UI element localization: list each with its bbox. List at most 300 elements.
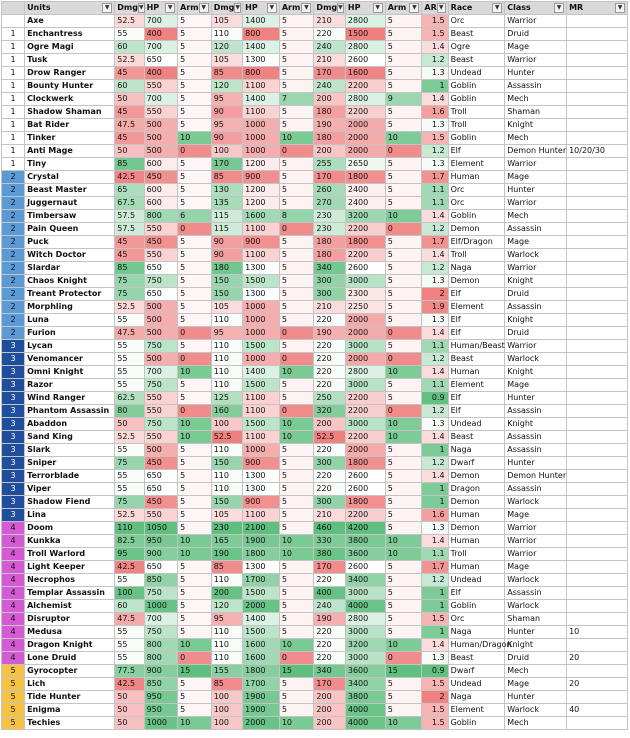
hp-3-cell[interactable]: 1800 (345, 171, 385, 184)
mr-cell[interactable] (567, 366, 628, 379)
arm-3-cell[interactable]: 10 (385, 717, 422, 730)
hp-1-cell[interactable]: 700 (144, 93, 178, 106)
tier-cell[interactable]: 2 (2, 262, 25, 275)
hp-1-cell[interactable]: 750 (144, 379, 178, 392)
hp-3-cell[interactable]: 1800 (345, 496, 385, 509)
hp-3-cell[interactable]: 2000 (345, 119, 385, 132)
dmg-2-cell[interactable]: 90 (211, 236, 242, 249)
arm-2-cell[interactable]: 5 (279, 379, 314, 392)
arm-1-cell[interactable]: 5 (178, 522, 212, 535)
arm-2-cell[interactable]: 10 (279, 548, 314, 561)
arm-2-cell[interactable]: 5 (279, 67, 314, 80)
class-cell[interactable]: Assassin (505, 405, 567, 418)
dmg-1-cell[interactable]: 52.5 (115, 301, 144, 314)
dmg-1-cell[interactable]: 82.5 (115, 535, 144, 548)
arm-1-cell[interactable]: 5 (178, 678, 212, 691)
arm-2-cell[interactable]: 5 (279, 509, 314, 522)
race-cell[interactable]: Troll (448, 119, 505, 132)
dmg-2-cell[interactable]: 115 (211, 223, 242, 236)
tier-cell[interactable]: 1 (2, 158, 25, 171)
hp-3-cell[interactable]: 2600 (345, 483, 385, 496)
arm-1-cell[interactable]: 5 (178, 15, 212, 28)
mr-cell[interactable] (567, 54, 628, 67)
dmg-3-cell[interactable]: 270 (314, 197, 345, 210)
tier-cell[interactable]: 1 (2, 54, 25, 67)
arm-3-cell[interactable]: 10 (385, 366, 422, 379)
class-cell[interactable]: Mage (505, 509, 567, 522)
dmg-3-cell[interactable]: 200 (314, 704, 345, 717)
hp-2-cell[interactable]: 1600 (243, 652, 280, 665)
unit-name-cell[interactable]: Doom (25, 522, 115, 535)
hp-1-cell[interactable]: 750 (144, 418, 178, 431)
dmg-2-cell[interactable]: 100 (211, 691, 242, 704)
header-dmg-1[interactable] (115, 2, 144, 15)
attack-rate-cell[interactable]: 1.2 (422, 457, 448, 470)
unit-name-cell[interactable]: Terrorblade (25, 470, 115, 483)
filter-dropdown-icon[interactable]: ▼ (615, 3, 625, 13)
dmg-1-cell[interactable]: 55 (115, 639, 144, 652)
dmg-2-cell[interactable]: 110 (211, 626, 242, 639)
hp-1-cell[interactable]: 550 (144, 392, 178, 405)
hp-3-cell[interactable]: 2600 (345, 561, 385, 574)
class-cell[interactable]: Assassin (505, 431, 567, 444)
dmg-1-cell[interactable]: 80 (115, 405, 144, 418)
unit-name-cell[interactable]: Treant Protector (25, 288, 115, 301)
header-arm-3[interactable] (385, 2, 422, 15)
dmg-2-cell[interactable]: 190 (211, 548, 242, 561)
tier-cell[interactable]: 1 (2, 132, 25, 145)
unit-name-cell[interactable]: Shadow Fiend (25, 496, 115, 509)
class-cell[interactable]: Warrior (505, 197, 567, 210)
class-cell[interactable]: Warrior (505, 158, 567, 171)
arm-3-cell[interactable]: 5 (385, 587, 422, 600)
hp-2-cell[interactable]: 1200 (243, 158, 280, 171)
race-cell[interactable]: Demon (448, 275, 505, 288)
dmg-3-cell[interactable]: 180 (314, 132, 345, 145)
hp-2-cell[interactable]: 1000 (243, 444, 280, 457)
unit-name-cell[interactable]: Tinker (25, 132, 115, 145)
race-cell[interactable]: Elf (448, 392, 505, 405)
tier-cell[interactable]: 4 (2, 639, 25, 652)
arm-2-cell[interactable]: 5 (279, 158, 314, 171)
attack-rate-cell[interactable]: 2 (422, 691, 448, 704)
attack-rate-cell[interactable]: 1 (422, 483, 448, 496)
unit-name-cell[interactable]: Sniper (25, 457, 115, 470)
header-dmg-2[interactable] (211, 2, 242, 15)
dmg-2-cell[interactable]: 150 (211, 457, 242, 470)
attack-rate-cell[interactable]: 1.2 (422, 353, 448, 366)
filter-dropdown-icon[interactable]: ▼ (102, 3, 112, 13)
attack-rate-cell[interactable]: 1.4 (422, 535, 448, 548)
unit-name-cell[interactable]: Witch Doctor (25, 249, 115, 262)
dmg-3-cell[interactable]: 220 (314, 574, 345, 587)
tier-cell[interactable]: 2 (2, 197, 25, 210)
race-cell[interactable]: Orc (448, 15, 505, 28)
unit-name-cell[interactable]: Furion (25, 327, 115, 340)
attack-rate-cell[interactable]: 1.5 (422, 704, 448, 717)
unit-name-cell[interactable]: Puck (25, 236, 115, 249)
dmg-3-cell[interactable]: 190 (314, 327, 345, 340)
unit-name-cell[interactable]: Wind Ranger (25, 392, 115, 405)
unit-name-cell[interactable]: Crystal (25, 171, 115, 184)
hp-3-cell[interactable]: 3400 (345, 678, 385, 691)
dmg-1-cell[interactable]: 45 (115, 106, 144, 119)
tier-cell[interactable]: 1 (2, 28, 25, 41)
mr-cell[interactable] (567, 561, 628, 574)
dmg-1-cell[interactable]: 75 (115, 288, 144, 301)
hp-3-cell[interactable]: 2400 (345, 197, 385, 210)
dmg-2-cell[interactable]: 110 (211, 379, 242, 392)
arm-3-cell[interactable]: 5 (385, 626, 422, 639)
hp-1-cell[interactable]: 600 (144, 184, 178, 197)
arm-3-cell[interactable]: 5 (385, 379, 422, 392)
dmg-2-cell[interactable]: 95 (211, 119, 242, 132)
race-cell[interactable]: Undead (448, 574, 505, 587)
dmg-2-cell[interactable]: 115 (211, 210, 242, 223)
arm-3-cell[interactable]: 5 (385, 184, 422, 197)
hp-1-cell[interactable]: 750 (144, 626, 178, 639)
tier-cell[interactable]: 3 (2, 457, 25, 470)
attack-rate-cell[interactable]: 1.1 (422, 340, 448, 353)
dmg-1-cell[interactable]: 77.5 (115, 665, 144, 678)
filter-dropdown-icon[interactable]: ▼ (554, 3, 564, 13)
dmg-1-cell[interactable]: 100 (115, 587, 144, 600)
race-cell[interactable]: Orc (448, 613, 505, 626)
race-cell[interactable]: Human/Dragon (448, 639, 505, 652)
dmg-1-cell[interactable]: 55 (115, 574, 144, 587)
hp-3-cell[interactable]: 4000 (345, 600, 385, 613)
arm-2-cell[interactable]: 5 (279, 301, 314, 314)
dmg-3-cell[interactable]: 340 (314, 262, 345, 275)
hp-1-cell[interactable]: 950 (144, 691, 178, 704)
mr-cell[interactable] (567, 171, 628, 184)
dmg-1-cell[interactable]: 110 (115, 522, 144, 535)
class-cell[interactable]: Warrior (505, 522, 567, 535)
hp-2-cell[interactable]: 1700 (243, 574, 280, 587)
mr-cell[interactable] (567, 210, 628, 223)
hp-1-cell[interactable]: 750 (144, 275, 178, 288)
mr-cell[interactable] (567, 106, 628, 119)
arm-1-cell[interactable]: 5 (178, 106, 212, 119)
tier-cell[interactable]: 3 (2, 392, 25, 405)
hp-3-cell[interactable]: 3600 (345, 548, 385, 561)
tier-cell[interactable]: 2 (2, 288, 25, 301)
race-cell[interactable]: Undead (448, 678, 505, 691)
class-cell[interactable]: Assassin (505, 587, 567, 600)
arm-1-cell[interactable]: 5 (178, 496, 212, 509)
mr-cell[interactable] (567, 132, 628, 145)
dmg-2-cell[interactable]: 120 (211, 80, 242, 93)
race-cell[interactable]: Troll (448, 548, 505, 561)
arm-2-cell[interactable]: 5 (279, 262, 314, 275)
unit-name-cell[interactable]: Tide Hunter (25, 691, 115, 704)
class-cell[interactable]: Warlock (505, 574, 567, 587)
race-cell[interactable]: Human (448, 366, 505, 379)
arm-2-cell[interactable]: 5 (279, 184, 314, 197)
unit-name-cell[interactable]: Razor (25, 379, 115, 392)
tier-cell[interactable]: 4 (2, 522, 25, 535)
hp-1-cell[interactable]: 1000 (144, 717, 178, 730)
dmg-1-cell[interactable]: 55 (115, 626, 144, 639)
hp-3-cell[interactable]: 2250 (345, 301, 385, 314)
mr-cell[interactable] (567, 119, 628, 132)
mr-cell[interactable] (567, 405, 628, 418)
hp-3-cell[interactable]: 3000 (345, 340, 385, 353)
arm-2-cell[interactable]: 7 (279, 93, 314, 106)
attack-rate-cell[interactable]: 1.7 (422, 171, 448, 184)
unit-name-cell[interactable]: Tusk (25, 54, 115, 67)
hp-2-cell[interactable]: 1300 (243, 483, 280, 496)
attack-rate-cell[interactable]: 1.3 (422, 275, 448, 288)
arm-2-cell[interactable]: 5 (279, 561, 314, 574)
tier-cell[interactable]: 3 (2, 509, 25, 522)
dmg-3-cell[interactable]: 220 (314, 353, 345, 366)
class-cell[interactable]: Warlock (505, 600, 567, 613)
arm-3-cell[interactable]: 5 (385, 262, 422, 275)
mr-cell[interactable] (567, 548, 628, 561)
hp-2-cell[interactable]: 1900 (243, 691, 280, 704)
dmg-3-cell[interactable]: 190 (314, 119, 345, 132)
arm-3-cell[interactable]: 5 (385, 158, 422, 171)
mr-cell[interactable] (567, 574, 628, 587)
dmg-2-cell[interactable]: 95 (211, 613, 242, 626)
class-cell[interactable]: Mage (505, 678, 567, 691)
tier-cell[interactable]: 4 (2, 600, 25, 613)
mr-cell[interactable] (567, 67, 628, 80)
tier-cell[interactable]: 2 (2, 223, 25, 236)
arm-3-cell[interactable]: 15 (385, 665, 422, 678)
filter-dropdown-icon[interactable]: ▼ (409, 3, 419, 13)
mr-cell[interactable]: 10/20/30 (567, 145, 628, 158)
hp-1-cell[interactable]: 1000 (144, 600, 178, 613)
dmg-3-cell[interactable]: 180 (314, 249, 345, 262)
hp-2-cell[interactable]: 1800 (243, 548, 280, 561)
arm-3-cell[interactable]: 5 (385, 392, 422, 405)
dmg-1-cell[interactable]: 55 (115, 353, 144, 366)
dmg-3-cell[interactable]: 460 (314, 522, 345, 535)
mr-cell[interactable] (567, 184, 628, 197)
hp-3-cell[interactable]: 3000 (345, 275, 385, 288)
hp-2-cell[interactable]: 1100 (243, 405, 280, 418)
class-cell[interactable]: Mech (505, 665, 567, 678)
arm-2-cell[interactable]: 5 (279, 249, 314, 262)
arm-1-cell[interactable]: 5 (178, 574, 212, 587)
attack-rate-cell[interactable]: 1.1 (422, 197, 448, 210)
unit-name-cell[interactable]: Omni Knight (25, 366, 115, 379)
class-cell[interactable]: Druid (505, 288, 567, 301)
dmg-2-cell[interactable]: 110 (211, 574, 242, 587)
arm-1-cell[interactable]: 10 (178, 431, 212, 444)
dmg-1-cell[interactable]: 50 (115, 93, 144, 106)
hp-1-cell[interactable]: 400 (144, 28, 178, 41)
unit-name-cell[interactable]: Necrophos (25, 574, 115, 587)
dmg-3-cell[interactable]: 200 (314, 691, 345, 704)
hp-3-cell[interactable]: 2200 (345, 249, 385, 262)
unit-name-cell[interactable]: Techies (25, 717, 115, 730)
arm-3-cell[interactable]: 5 (385, 483, 422, 496)
race-cell[interactable]: Demon (448, 496, 505, 509)
arm-1-cell[interactable]: 5 (178, 613, 212, 626)
hp-3-cell[interactable]: 2000 (345, 353, 385, 366)
arm-1-cell[interactable]: 10 (178, 132, 212, 145)
race-cell[interactable]: Goblin (448, 600, 505, 613)
dmg-2-cell[interactable]: 105 (211, 54, 242, 67)
mr-cell[interactable] (567, 379, 628, 392)
class-cell[interactable]: Hunter (505, 691, 567, 704)
race-cell[interactable]: Beast (448, 652, 505, 665)
dmg-2-cell[interactable]: 100 (211, 418, 242, 431)
dmg-3-cell[interactable]: 220 (314, 28, 345, 41)
dmg-1-cell[interactable]: 50 (115, 704, 144, 717)
attack-rate-cell[interactable]: 1.3 (422, 158, 448, 171)
arm-1-cell[interactable]: 5 (178, 119, 212, 132)
attack-rate-cell[interactable]: 1 (422, 496, 448, 509)
dmg-3-cell[interactable]: 210 (314, 509, 345, 522)
hp-3-cell[interactable]: 3000 (345, 652, 385, 665)
arm-3-cell[interactable]: 5 (385, 236, 422, 249)
hp-2-cell[interactable]: 1700 (243, 678, 280, 691)
mr-cell[interactable] (567, 392, 628, 405)
arm-1-cell[interactable]: 5 (178, 28, 212, 41)
hp-2-cell[interactable]: 1300 (243, 262, 280, 275)
arm-2-cell[interactable]: 10 (279, 132, 314, 145)
dmg-1-cell[interactable]: 75 (115, 457, 144, 470)
hp-1-cell[interactable]: 550 (144, 106, 178, 119)
dmg-2-cell[interactable]: 95 (211, 93, 242, 106)
attack-rate-cell[interactable]: 1.4 (422, 327, 448, 340)
hp-1-cell[interactable]: 450 (144, 457, 178, 470)
arm-3-cell[interactable]: 5 (385, 574, 422, 587)
class-cell[interactable]: Warrior (505, 15, 567, 28)
unit-name-cell[interactable]: Lina (25, 509, 115, 522)
hp-2-cell[interactable]: 1600 (243, 639, 280, 652)
header-hp-1[interactable] (144, 2, 178, 15)
unit-name-cell[interactable]: Bounty Hunter (25, 80, 115, 93)
race-cell[interactable]: Naga (448, 262, 505, 275)
arm-1-cell[interactable]: 10 (178, 548, 212, 561)
hp-3-cell[interactable]: 2000 (345, 327, 385, 340)
race-cell[interactable]: Beast (448, 28, 505, 41)
hp-3-cell[interactable]: 2200 (345, 106, 385, 119)
dmg-2-cell[interactable]: 105 (211, 509, 242, 522)
hp-3-cell[interactable]: 2800 (345, 93, 385, 106)
dmg-1-cell[interactable]: 55 (115, 379, 144, 392)
dmg-3-cell[interactable]: 220 (314, 483, 345, 496)
race-cell[interactable]: Human (448, 509, 505, 522)
hp-1-cell[interactable]: 550 (144, 223, 178, 236)
header-arm-1[interactable] (178, 2, 212, 15)
attack-rate-cell[interactable]: 2 (422, 288, 448, 301)
arm-2-cell[interactable]: 5 (279, 340, 314, 353)
class-cell[interactable]: Druid (505, 28, 567, 41)
class-cell[interactable]: Mech (505, 132, 567, 145)
hp-1-cell[interactable]: 650 (144, 262, 178, 275)
hp-2-cell[interactable]: 1000 (243, 132, 280, 145)
filter-dropdown-icon[interactable]: ▼ (437, 3, 446, 13)
arm-1-cell[interactable]: 10 (178, 717, 212, 730)
hp-2-cell[interactable]: 1100 (243, 249, 280, 262)
dmg-3-cell[interactable]: 380 (314, 548, 345, 561)
unit-name-cell[interactable]: Light Keeper (25, 561, 115, 574)
hp-1-cell[interactable]: 550 (144, 509, 178, 522)
hp-2-cell[interactable]: 1400 (243, 366, 280, 379)
attack-rate-cell[interactable]: 1.3 (422, 67, 448, 80)
unit-name-cell[interactable]: Medusa (25, 626, 115, 639)
tier-cell[interactable]: 2 (2, 327, 25, 340)
hp-1-cell[interactable]: 500 (144, 132, 178, 145)
hp-2-cell[interactable]: 800 (243, 67, 280, 80)
dmg-1-cell[interactable]: 42.5 (115, 171, 144, 184)
dmg-2-cell[interactable]: 110 (211, 314, 242, 327)
tier-cell[interactable]: 1 (2, 145, 25, 158)
dmg-3-cell[interactable]: 180 (314, 236, 345, 249)
arm-2-cell[interactable]: 5 (279, 483, 314, 496)
unit-name-cell[interactable]: Enchantress (25, 28, 115, 41)
unit-name-cell[interactable]: Juggernaut (25, 197, 115, 210)
dmg-1-cell[interactable]: 75 (115, 275, 144, 288)
dmg-2-cell[interactable]: 155 (211, 665, 242, 678)
arm-1-cell[interactable]: 5 (178, 470, 212, 483)
dmg-3-cell[interactable]: 260 (314, 184, 345, 197)
arm-1-cell[interactable]: 5 (178, 41, 212, 54)
race-cell[interactable]: Elf (448, 587, 505, 600)
race-cell[interactable]: Human (448, 171, 505, 184)
arm-2-cell[interactable]: 0 (279, 353, 314, 366)
filter-dropdown-icon[interactable]: ▼ (301, 3, 311, 13)
class-cell[interactable]: Knight (505, 119, 567, 132)
unit-name-cell[interactable]: Alchemist (25, 600, 115, 613)
tier-cell[interactable]: 3 (2, 431, 25, 444)
hp-2-cell[interactable]: 1600 (243, 210, 280, 223)
hp-2-cell[interactable]: 900 (243, 457, 280, 470)
hp-2-cell[interactable]: 1100 (243, 509, 280, 522)
dmg-1-cell[interactable]: 60 (115, 600, 144, 613)
tier-cell[interactable]: 1 (2, 67, 25, 80)
arm-1-cell[interactable]: 10 (178, 418, 212, 431)
hp-3-cell[interactable]: 3000 (345, 418, 385, 431)
unit-name-cell[interactable]: Slardar (25, 262, 115, 275)
mr-cell[interactable]: 10 (567, 626, 628, 639)
arm-2-cell[interactable]: 10 (279, 431, 314, 444)
hp-3-cell[interactable]: 2000 (345, 444, 385, 457)
race-cell[interactable]: Elf (448, 405, 505, 418)
dmg-3-cell[interactable]: 170 (314, 678, 345, 691)
hp-3-cell[interactable]: 3000 (345, 379, 385, 392)
dmg-3-cell[interactable]: 300 (314, 288, 345, 301)
unit-name-cell[interactable]: Anti Mage (25, 145, 115, 158)
attack-rate-cell[interactable]: 0.9 (422, 665, 448, 678)
arm-1-cell[interactable]: 10 (178, 639, 212, 652)
race-cell[interactable]: Ogre (448, 41, 505, 54)
dmg-2-cell[interactable]: 110 (211, 470, 242, 483)
arm-1-cell[interactable]: 10 (178, 366, 212, 379)
tier-cell[interactable]: 4 (2, 613, 25, 626)
arm-3-cell[interactable]: 5 (385, 106, 422, 119)
arm-3-cell[interactable]: 5 (385, 496, 422, 509)
dmg-2-cell[interactable]: 125 (211, 392, 242, 405)
filter-dropdown-icon[interactable]: ▼ (138, 4, 144, 11)
hp-1-cell[interactable]: 650 (144, 561, 178, 574)
dmg-3-cell[interactable]: 200 (314, 418, 345, 431)
mr-cell[interactable] (567, 93, 628, 106)
hp-1-cell[interactable]: 800 (144, 210, 178, 223)
dmg-2-cell[interactable]: 110 (211, 483, 242, 496)
hp-3-cell[interactable]: 4000 (345, 717, 385, 730)
tier-cell[interactable]: 3 (2, 470, 25, 483)
unit-name-cell[interactable]: Dragon Knight (25, 639, 115, 652)
dmg-1-cell[interactable]: 50 (115, 691, 144, 704)
class-cell[interactable]: Warrior (505, 535, 567, 548)
